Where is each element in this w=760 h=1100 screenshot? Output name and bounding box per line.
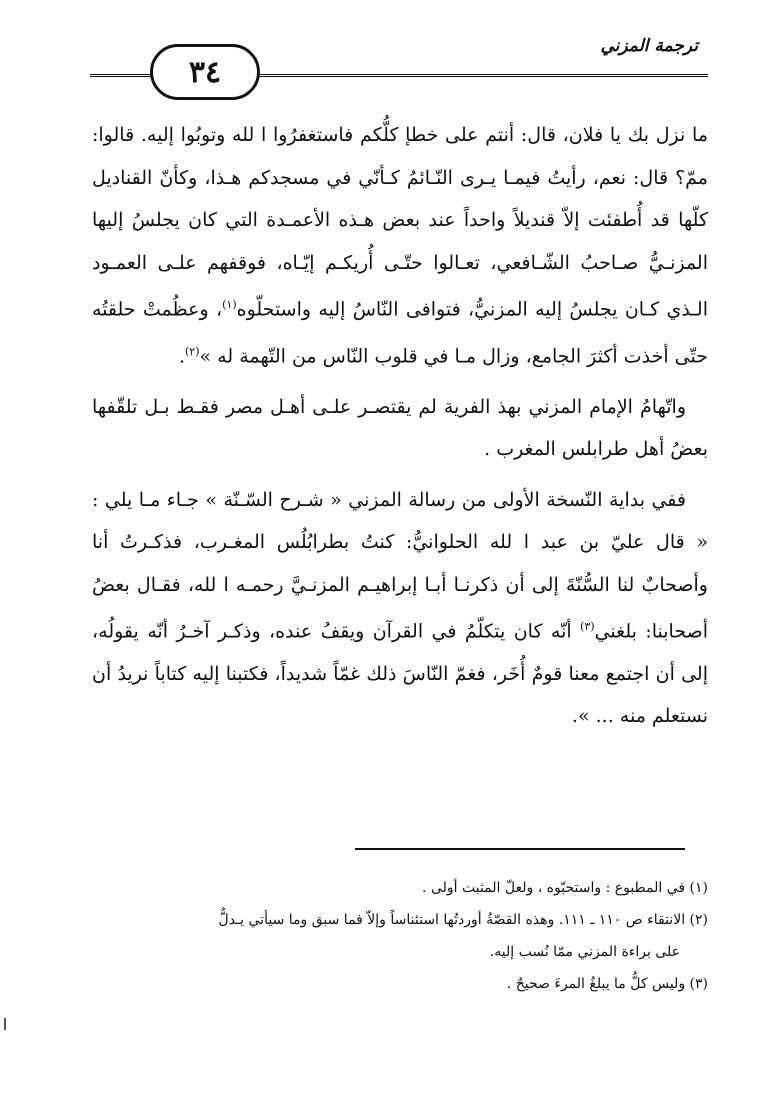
paragraph-3-text: ففي بداية النّسخة الأولى من رسالة المزني « شـرح السّـنّة » جـاء مـا يلي : « قال عليّ بن عبد ا لله الحلوانيُّ: كنتُ بطرابُلُس المغـرب، فذكـرتُ أنا وأصحابٌ لنا السُّنّةَ إلى أن ذكرنـا أبـا إبراهيـم المزنـيَّ رحمـه ا لله، فقـال بعضُ أصحابنا: بلغني xyxy=(92,488,708,643)
paragraph-3 xyxy=(92,479,708,738)
footnotes xyxy=(92,872,708,1000)
footnote-2: (٢) الانتقاء ص ١١٠ ـ ١١١. وهذه القصّةُ أوردتُها استئناساً وإلاّ فما سبق وما سيأتي يـدلُّ xyxy=(218,912,708,928)
footnote-separator xyxy=(355,848,685,850)
paragraph-3-text-cont: أنّه كان يتكلّمُ في القرآن ويقفُ عنده، وذكـر آخـرُ أنّه يقولُه، إلى أن اجتمع معنا قومٌ أُخَر، فغمّ النّاسَ ذلك غمّاً شديداً، فكتبنا إليه كتاباً نريدُ أن نستعلم منه ... ». xyxy=(92,620,708,728)
footnote-1: (١) في المطبوع : واستحبّوه ، ولعلّ المثبت أولى . xyxy=(422,880,708,896)
paragraph-2 xyxy=(92,386,708,471)
footnote-ref-1: (١) xyxy=(222,298,237,311)
main-text xyxy=(92,114,708,746)
page-number-badge xyxy=(150,44,260,100)
paragraph-1-text-cont: ، وعظُمتْ حلقتُه حتّى أخذت أكثرَ الجامع، وزال مـا في قلوب النّاس من التّهمة له » xyxy=(92,298,708,368)
page-number: ٣٤ xyxy=(188,54,222,90)
paragraph-1 xyxy=(92,114,708,378)
paragraph-2-text: واتّهامُ الإمام المزني بهذ الفرية لم يقتصـر علـى أهـل مصر فقـط بـل تلقّفها بعضُ أهل طرابلس المغرب . xyxy=(92,395,708,461)
paragraph-1-text: ما نزل بك يا فلان، قال: أنتم على خطإ كلُّكم فاستغفرُوا ا لله وتوبُوا إليه. قالوا: ممّ؟ قال: نعم، رأيتُ فيمـا يـرى النّـائمُ كـأنّي في مسجدكم هـذا، وكأنّ القناديل كلّها قد أُطفئت إلاّ قنديلاً واحداً عند بعض هـذه الأعمـدة التي كان يجلسُ إليها المزنـيُّ صـاحبُ الشّـافعي، تعـالوا حتّـى أُريكـم إيّـاه، فوقفهم علـى العمـود الـذي كـان يجلسُ إليه المزنيُّ، فتوافى النّاسُ إليه واستحلّوه xyxy=(92,124,708,321)
scan-edge-mark xyxy=(4,1018,6,1030)
paragraph-1-end: . xyxy=(178,345,185,368)
page-header xyxy=(90,30,708,90)
footnote-ref-3: (٣) xyxy=(580,620,595,634)
footnote-2-continuation: على براءة المزني ممّا نُسب إليه. xyxy=(489,944,680,960)
footnote-ref-2: (٢) xyxy=(185,344,200,358)
footnote-3: (٣) وليس كلُّ ما يبلغُ المرءَ صحيحٌ . xyxy=(506,976,708,992)
running-title: ترجمة المزني xyxy=(600,36,698,56)
